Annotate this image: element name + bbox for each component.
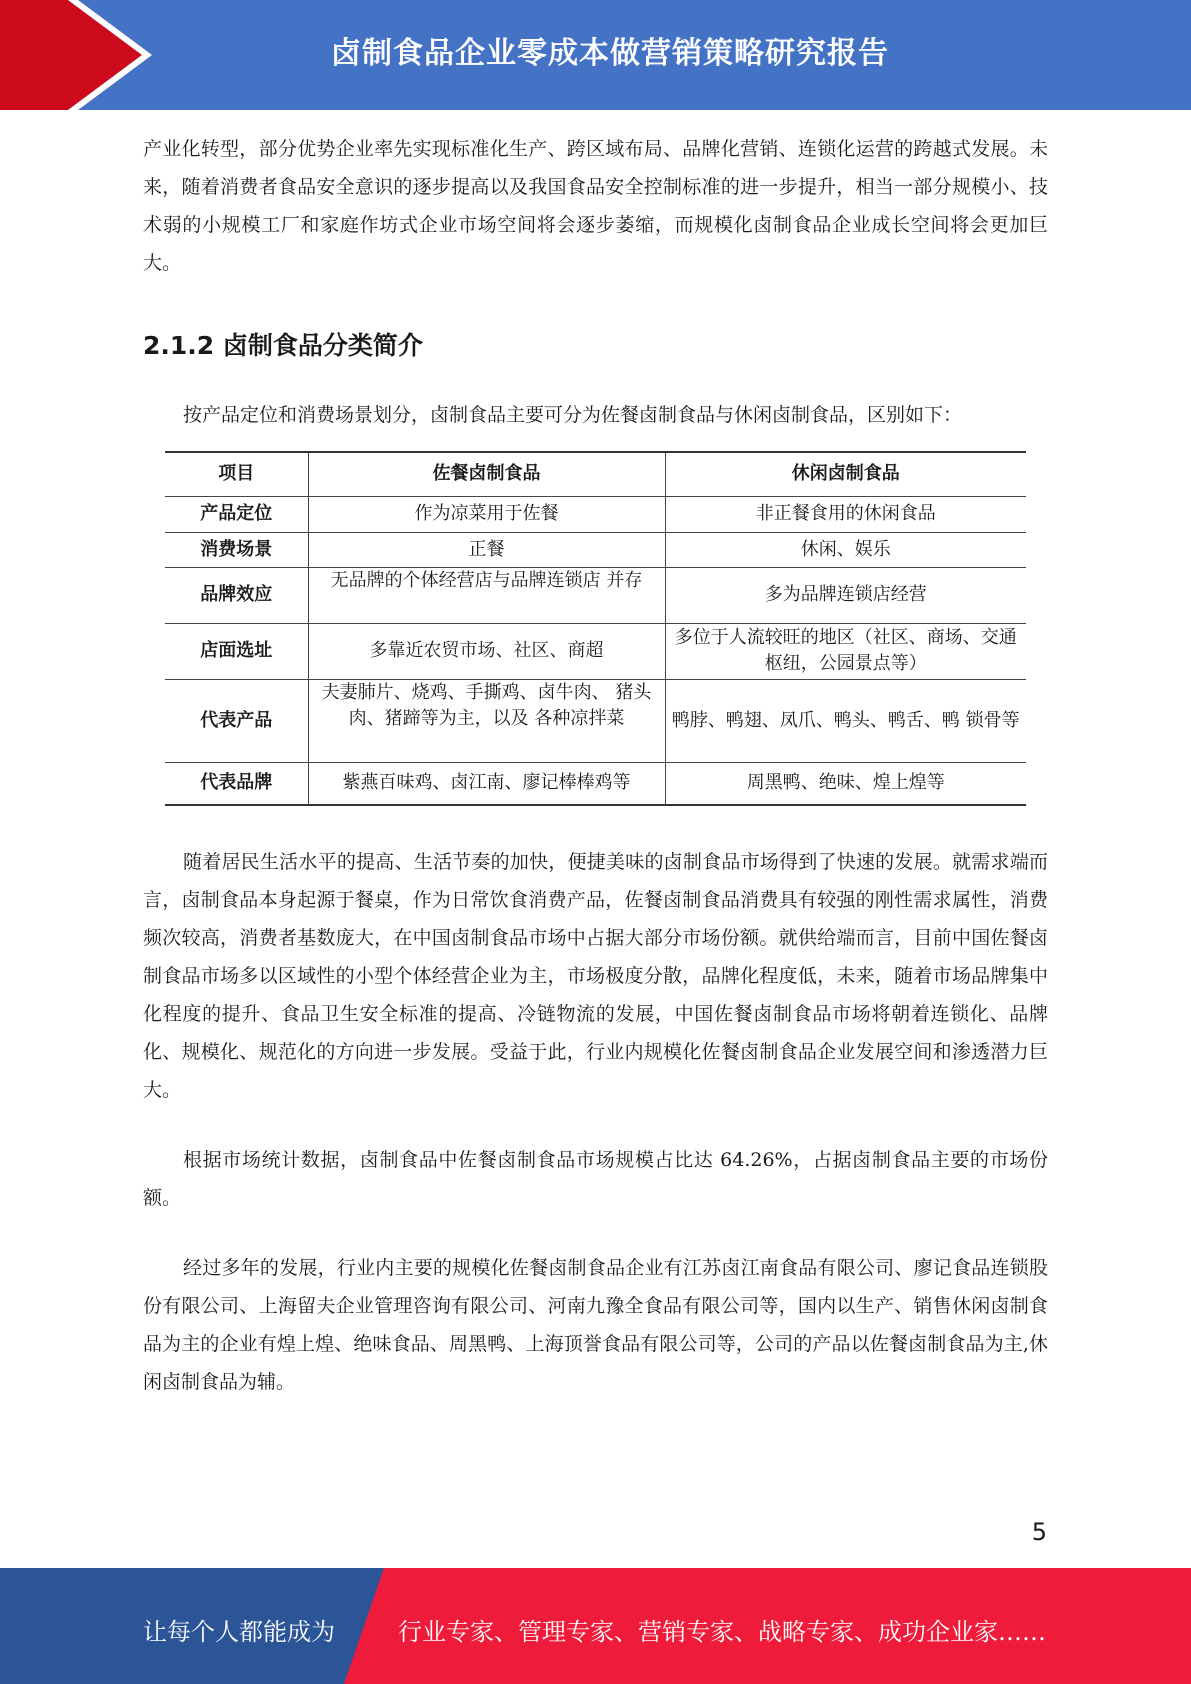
footer-slogan-left: 让每个人都能成为: [143, 1618, 335, 1646]
table-row: [165, 623, 1026, 679]
table-cell: 作为凉菜用于佐餐: [308, 496, 665, 532]
page-header: [0, 0, 1191, 110]
table-header-cell: 休闲卤制食品: [665, 452, 1026, 496]
table-cell: 多位于人流较旺的地区（社区、商场、交通枢纽，公园景点等）: [665, 623, 1026, 679]
table-row-label: 代表品牌: [165, 762, 308, 805]
table-row: [165, 496, 1026, 532]
table-cell: 正餐: [308, 532, 665, 567]
table-cell: 休闲、娱乐: [665, 532, 1026, 567]
header-title: 卤制食品企业零成本做营销策略研究报告: [331, 36, 889, 71]
table-row-label: 品牌效应: [165, 567, 308, 623]
table-header-cell: 项目: [165, 452, 308, 496]
table-row-label: 消费场景: [165, 532, 308, 567]
table-cell: 鸭脖、鸭翅、凤爪、鸭头、鸭舌、鸭 锁骨等: [665, 679, 1026, 762]
page-footer: [0, 1568, 1191, 1684]
table-cell: 多为品牌连锁店经营: [665, 567, 1026, 623]
table-row-label: 代表产品: [165, 679, 308, 762]
table-cell: 无品牌的个体经营店与品牌连锁店 并存: [308, 567, 665, 623]
table-row: [165, 532, 1026, 567]
table-row-label: 店面选址: [165, 623, 308, 679]
section-heading: 2.1.2 卤制食品分类简介: [143, 331, 423, 360]
page-number: 5: [1031, 1518, 1047, 1546]
document-body: [143, 130, 1048, 434]
table-cell: 夫妻肺片、烧鸡、手撕鸡、卤牛肉、 猪头肉、猪蹄等为主，以及 各种凉拌菜: [308, 679, 665, 762]
footer-slogan-right: 行业专家、管理专家、营销专家、战略专家、成功企业家……: [398, 1618, 1046, 1646]
table-header-cell: 佐餐卤制食品: [308, 452, 665, 496]
table-cell: 多靠近农贸市场、社区、商超: [308, 623, 665, 679]
table-row: [165, 679, 1026, 762]
comparison-table: [165, 451, 1026, 806]
table-row: [165, 762, 1026, 805]
market-share-paragraph: 根据市场统计数据，卤制食品中佐餐卤制食品市场规模占比达 64.26%，占据卤制食品主要的市场份额。: [143, 1149, 1048, 1209]
document-body-continued: [143, 843, 1048, 1401]
major-companies-paragraph: 经过多年的发展，行业内主要的规模化佐餐卤制食品企业有江苏卤江南食品有限公司、廖记食品连锁股份有限公司、上海留夫企业管理咨询有限公司、河南九豫全食品有限公司等，国内以生产、销售休闲卤制食品为主的企业有煌上煌、绝味食品、周黑鸭、上海顶誉食品有限公司等，公司的产品以佐餐卤制食品为主,休闲卤制食品为辅。: [143, 1257, 1048, 1393]
table-intro-paragraph: 按产品定位和消费场景划分，卤制食品主要可分为佐餐卤制食品与休闲卤制食品，区别如下：: [183, 404, 963, 426]
table-header-row: [165, 452, 1026, 496]
table-cell: 紫燕百味鸡、卤江南、廖记棒棒鸡等: [308, 762, 665, 805]
table-row: [165, 567, 1026, 623]
market-development-paragraph: 随着居民生活水平的提高、生活节奏的加快，便捷美味的卤制食品市场得到了快速的发展。就需求端而言，卤制食品本身起源于餐桌，作为日常饮食消费产品，佐餐卤制食品消费具有较强的刚性需求属性，消费频次较高，消费者基数庞大，在中国卤制食品市场中占据大部分市场份额。就供给端而言，目前中国佐餐卤制食品市场多以区域性的小型个体经营企业为主，市场极度分散，品牌化程度低，未来，随着市场品牌集中化程度的提升、食品卫生安全标准的提高、冷链物流的发展，中国佐餐卤制食品市场将朝着连锁化、品牌化、规模化、规范化的方向进一步发展。受益于此，行业内规模化佐餐卤制食品企业发展空间和渗透潜力巨大。: [143, 851, 1048, 1101]
table-cell: 非正餐食用的休闲食品: [665, 496, 1026, 532]
table-cell: 周黑鸭、绝味、煌上煌等: [665, 762, 1026, 805]
paragraph-continuation: 产业化转型，部分优势企业率先实现标准化生产、跨区域布局、品牌化营销、连锁化运营的跨越式发展。未来，随着消费者食品安全意识的逐步提高以及我国食品安全控制标准的进一步提升，相当一部分规模小、技术弱的小规模工厂和家庭作坊式企业市场空间将会逐步萎缩，而规模化卤制食品企业成长空间将会更加巨大。: [143, 138, 1048, 274]
table-row-label: 产品定位: [165, 496, 308, 532]
